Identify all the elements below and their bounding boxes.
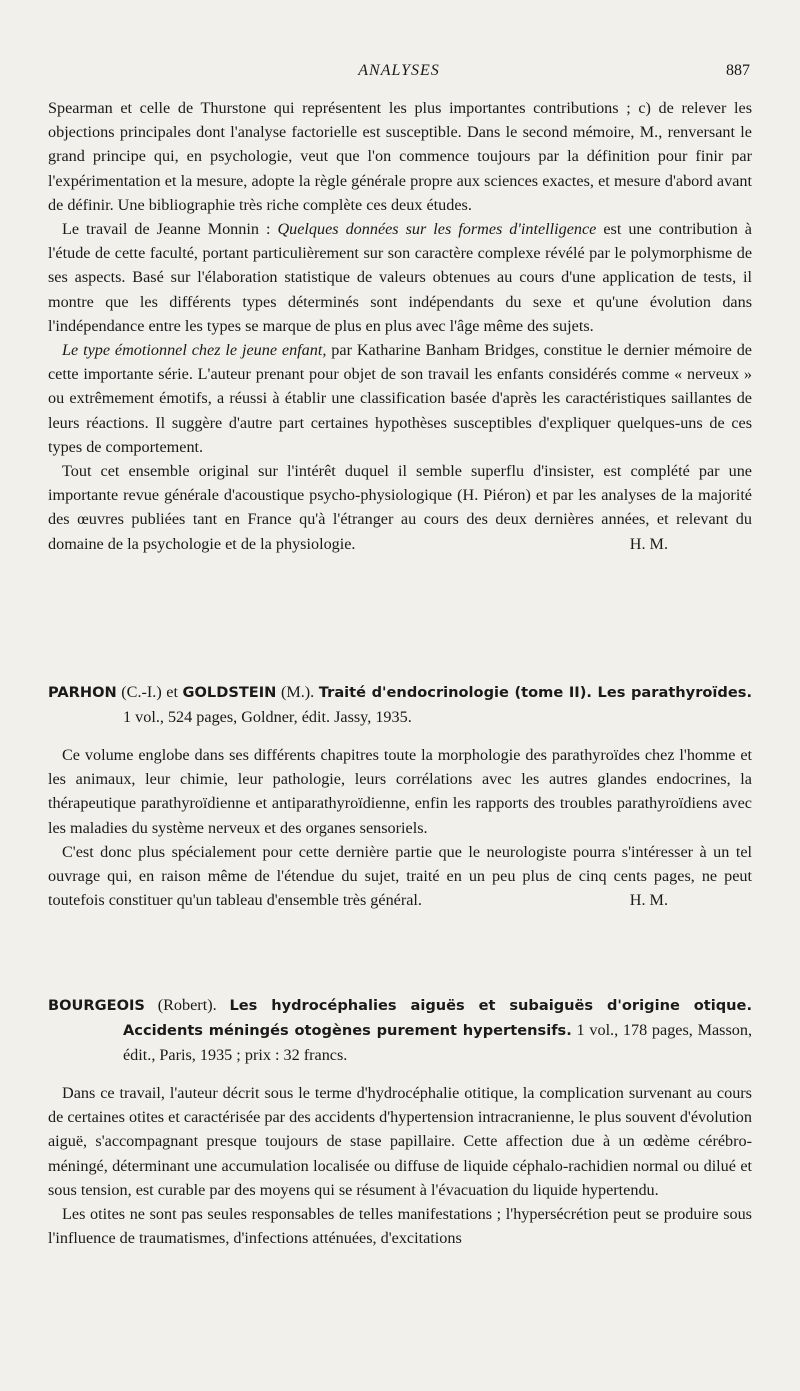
text-run: (C.-I.) et: [116, 683, 183, 701]
reviewer-signature: H. M.: [629, 891, 668, 910]
cited-title: Le type émotionnel chez le jeune enfant,: [62, 341, 327, 360]
author-name: BOURGEOIS: [48, 997, 145, 1014]
book-title: Les hydrocéphalies aiguës et subaiguës d'origine otique. Accidents méningés otogènes purement hypertensifs.: [123, 997, 753, 1039]
text-run: Le travail de Jeanne Monnin :: [62, 220, 278, 239]
paragraph: Les otites ne sont pas seules responsables de telles manifestations ; l'hypersécrétion peut se produire sous l'influence de traumatismes, d'infections atténuées, d'excitations: [48, 1205, 752, 1248]
text-run: (Robert).: [144, 996, 230, 1014]
paragraph: [48, 840, 752, 913]
publication-info: 1 vol., 524 pages, Goldner, édit. Jassy, 1935.: [123, 708, 412, 726]
text-run: Tout cet ensemble original sur l'intérêt duquel il semble superflu d'insister, est complété par une importante revue générale d'acoustique psycho-physiologique (H. Piéron) et par les analyses de la majorité des œuvres publiées tant en France qu'à l'étranger au cours des deux dernières années, et relevant du domaine de la psychologie et de la physiologie.: [48, 462, 752, 553]
author-name: GOLDSTEIN: [182, 684, 277, 701]
text-run: par Katharine Banham Bridges, constitue le dernier mémoire de cette importante série. L'auteur prenant pour objet de son travail les enfants considérés comme « nerveux » ou extrêmement émotifs, a réussi à établir une classification basée d'après les caractéristiques saillantes de leurs réactions. Il suggère d'autre part certaines hypothèses susceptibles d'expliquer quelques-uns de ces types de comportement.: [48, 341, 752, 456]
text-run: est une contribution à l'étude de cette faculté, portant particulièrement sur son caractère complexe révélé par le polymorphisme de ses aspects. Basé sur l'élaboration statistique de valeurs obtenues au cours d'une application de tests, il montre que les différents types déterminés sont indépendants du sexe et qu'une évolution dans l'indépendance entre les types se marque de plus en plus avec l'âge même des sujets.: [48, 220, 752, 335]
paragraph: Ce volume englobe dans ses différents chapitres toute la morphologie des parathyroïdes chez l'homme et les animaux, leur chimie, leur pathologie, leurs corrélations avec les autres glandes endocrines, la thérapeutique parathyroïdienne et antiparathyroïdienne, enfin les rapports des troubles parathyroïdiens avec les maladies du système nerveux et des organes sensoriels.: [48, 746, 752, 837]
running-title: ANALYSES: [358, 62, 440, 79]
publication-info: 1 vol., 178 pages, Masson, édit., Paris, 1935 ; prix : 32 francs.: [123, 1021, 752, 1064]
paragraph: [48, 459, 752, 556]
paragraph: Spearman et celle de Thurstone qui représentent les plus importantes contributions ; c) de relever les objections principales dont l'analyse factorielle est susceptible. Dans le second mémoire, M., renversant le grand principe qui, en psychologie, veut que l'on commence toujours par la définition pour finir par l'expérimentation et la mesure, adopte la règle générale propre aux sciences exactes, et mesure d'abord avant de définir. Une bibliographie très riche complète ces deux études.: [48, 99, 752, 214]
cited-title: Quelques données sur les formes d'intelligence: [277, 220, 597, 239]
paragraph: Dans ce travail, l'auteur décrit sous le terme d'hydrocéphalie otitique, la complication survenant au cours de certaines otites et caractérisée par des accidents d'hypertension intracranienne, le plus souvent d'évolution aiguë, s'accompagnant presque toujours de stase papillaire. Cette affection due à un œdème cérébro-méningé, déterminant une accumulation localisée ou diffuse de liquide céphalo-rachidien normal ou dilué et sous tension, est curable par des moyens qui se résument à l'évacuation du liquide hypertendu.: [48, 1084, 752, 1199]
book-title: Traité d'endocrinologie (tome II). Les parathyroïdes.: [318, 684, 752, 701]
reviewer-signature: H. M.: [629, 534, 668, 553]
text-run: (M.).: [276, 683, 319, 701]
text-run: C'est donc plus spécialement pour cette dernière partie que le neurologiste pourra s'intéresser à un tel ouvrage qui, en raison même de l'étendue du sujet, traité en un peu plus de cinq cents pages, ne peut toutefois constituer qu'un tableau d'ensemble très général.: [48, 842, 752, 910]
page-number: 887: [726, 62, 750, 79]
review-heading: [48, 680, 752, 729]
review-heading: [48, 993, 752, 1067]
review-bourgeois: [48, 993, 752, 1250]
review-parhon: [48, 680, 752, 912]
previous-review-continuation: [48, 96, 752, 556]
paragraph: [48, 217, 752, 338]
page-header: [48, 62, 750, 84]
author-name: PARHON: [48, 684, 117, 701]
paragraph: [48, 338, 752, 459]
